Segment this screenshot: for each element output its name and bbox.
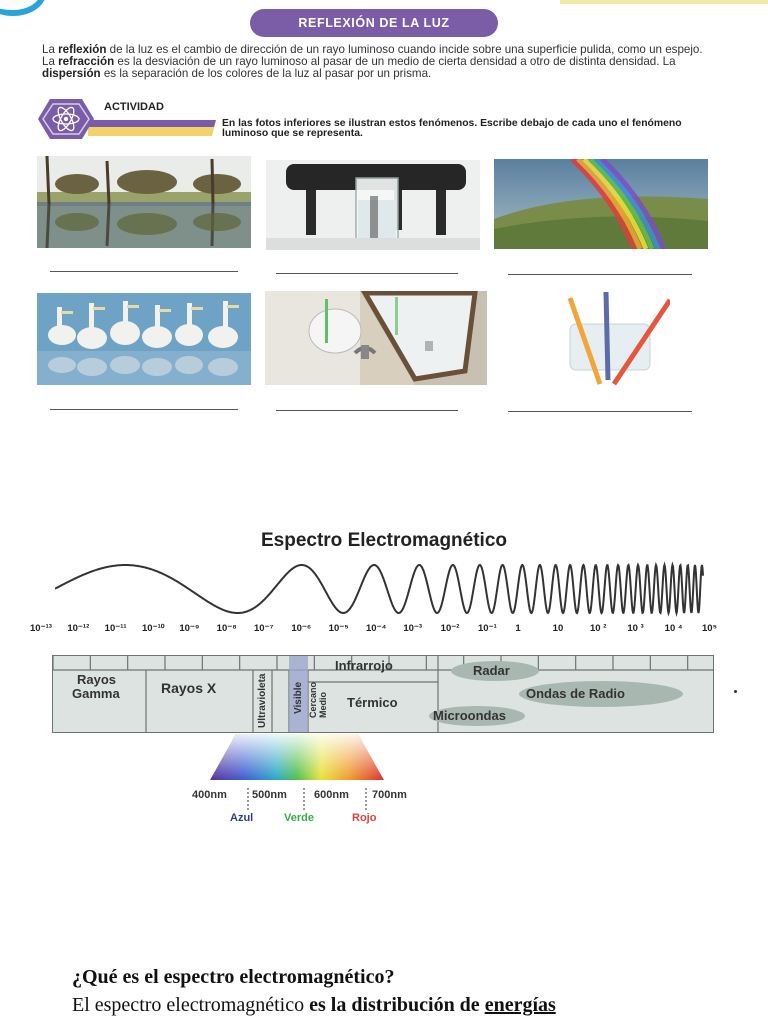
photo-glass-refraction (266, 160, 480, 250)
intro-text-3: es la desviación de un rayo luminoso al pasar de un medio de cierta densidad a otro de distinta densidad. La (114, 55, 676, 68)
exponent-label: 10 ² (590, 623, 607, 634)
label-near-2: Medio (318, 692, 328, 718)
exponent-label: 10⁻² (440, 623, 460, 634)
answer-line-6[interactable] (508, 411, 692, 412)
answer-text-1: El espectro electromagnético (72, 994, 310, 1016)
spectrum-bands (52, 655, 714, 733)
exponent-label: 10⁻¹⁰ (142, 623, 165, 634)
question-heading: ¿Qué es el espectro electromagnético? (72, 966, 395, 988)
label-near-1: Cercano (308, 681, 318, 718)
label-ultraviolet: Ultravioleta (257, 673, 268, 728)
spectrum-title: Espectro Electromagnético (260, 530, 508, 551)
color-blue-label: Azul (230, 812, 254, 824)
term-reflexion: reflexión (58, 43, 107, 56)
exponent-label: 10⁻⁶ (291, 623, 312, 634)
wavelength-400: 400nm (192, 789, 227, 801)
color-red-label: Rojo (352, 812, 377, 824)
exponent-label: 10⁻⁹ (179, 623, 200, 634)
exponent-label: 10 ⁴ (664, 623, 683, 634)
exponent-label: 10⁻¹ (478, 623, 497, 634)
exponent-label: 10⁵ (702, 623, 718, 634)
photo-mirror-reflection (265, 291, 487, 385)
exponent-label: 10⁻⁵ (328, 623, 349, 634)
corner-decoration (0, 0, 46, 16)
activity-instruction: En las fotos inferiores se ilustran estos fenómenos. Escribe debajo de cada uno el fenómeno luminoso que se representa. (222, 118, 682, 139)
intro-text-1: La (42, 43, 59, 56)
exponent-label: 10⁻¹² (67, 623, 90, 634)
answer-text-3: energías (484, 994, 556, 1016)
exponent-label: 1 (515, 623, 521, 634)
answer-line-1[interactable] (50, 271, 238, 272)
answer-line-5[interactable] (276, 410, 458, 411)
photo-pelicans-reflection (37, 293, 251, 385)
term-refraccion: refracción (58, 55, 115, 68)
exponent-label: 10⁻¹³ (30, 623, 52, 634)
label-gamma-1: Rayos (77, 672, 117, 687)
answer-line-4[interactable] (50, 409, 238, 410)
wavelength-500: 500nm (252, 789, 287, 801)
wavelength-700: 700nm (372, 789, 407, 801)
label-radio: Ondas de Radio (526, 686, 625, 701)
wavelength-markers (208, 782, 386, 812)
wavelength-600: 600nm (314, 789, 349, 801)
exponent-label: 10 (552, 623, 564, 634)
label-radar: Radar (473, 663, 510, 678)
activity-band (88, 118, 218, 138)
intro-text-2: de la luz es el cambio de dirección de un rayo luminoso cuando incide sobre una superficie pulida, como un espejo. La (42, 43, 703, 68)
top-accent-bar (560, 0, 768, 4)
label-xray: Rayos X (161, 680, 217, 696)
activity-label: ACTIVIDAD (104, 101, 164, 113)
photo-lake-reflection (37, 156, 251, 248)
visible-light-prism (208, 732, 386, 782)
exponent-label: 10⁻⁴ (366, 623, 387, 634)
answer-text-2: es la distribución de (309, 994, 485, 1016)
photo-pencils-refraction (560, 292, 670, 388)
answer-line-3[interactable] (508, 274, 692, 275)
page-title: REFLEXIÓN DE LA LUZ (250, 9, 498, 37)
question-answer (72, 994, 556, 1017)
answer-line-2[interactable] (276, 273, 458, 274)
wave-diagram (55, 558, 705, 620)
label-infrared: Infrarrojo (335, 658, 393, 673)
exponent-label: 10⁻³ (403, 623, 423, 634)
intro-paragraph (42, 44, 712, 80)
exponent-label: 10 ³ (627, 623, 644, 634)
photo-rainbow-dispersion (494, 159, 708, 249)
atom-icon (36, 97, 96, 141)
exponent-label: 10⁻⁷ (254, 623, 274, 634)
exponent-label: 10⁻¹¹ (104, 623, 127, 634)
term-dispersion: dispersión (42, 67, 101, 80)
color-green-label: Verde (284, 812, 314, 824)
label-visible: Visible (293, 681, 304, 714)
intro-text-4: es la separación de los colores de la luz al pasar por un prisma. (100, 67, 432, 80)
label-gamma-2: Gamma (72, 686, 120, 701)
label-microwaves: Microondas (433, 708, 506, 723)
label-thermal: Térmico (347, 695, 398, 710)
exponent-label: 10⁻⁸ (216, 623, 237, 634)
stray-dot (734, 690, 737, 693)
